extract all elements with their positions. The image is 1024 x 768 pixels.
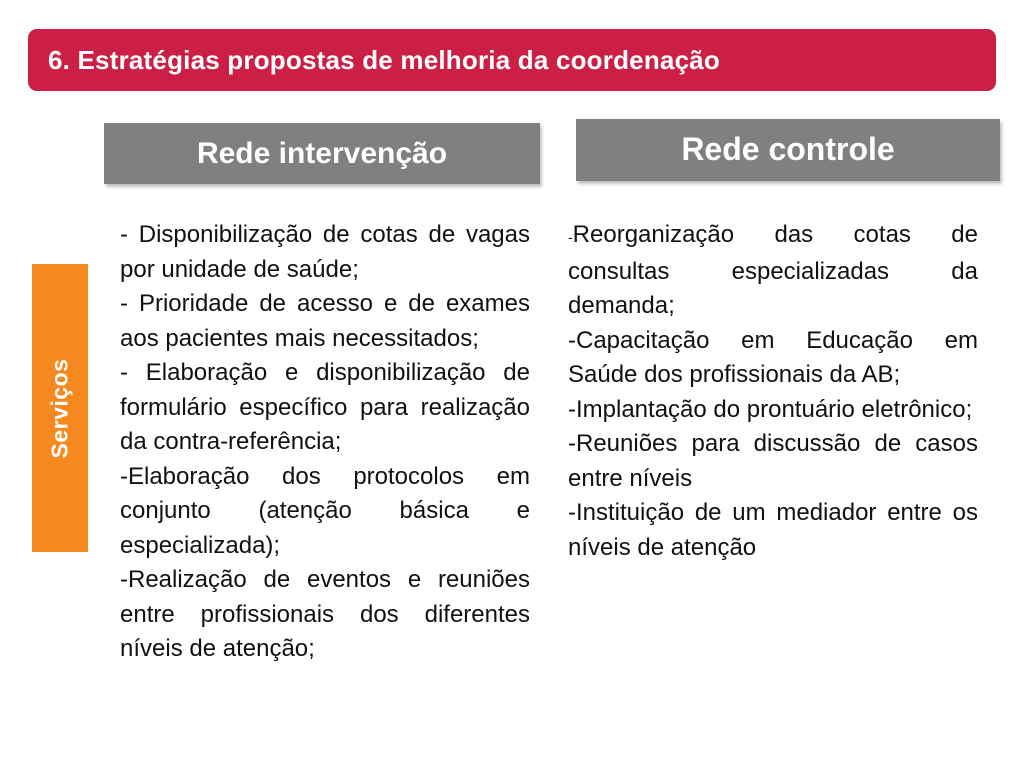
list-item: -Capacitação em Educação em Saúde dos profissionais da AB; — [568, 326, 978, 388]
slide-title-bar — [28, 29, 996, 91]
list-item: -Implantação do prontuário eletrônico; — [568, 395, 973, 423]
servicos-label-box — [32, 264, 88, 552]
rede-controle-list — [568, 218, 978, 565]
list-item-text: Reorganização das cotas de consultas especializadas da demanda; — [568, 221, 978, 319]
list-item: -Elaboração dos protocolos em conjunto (atenção básica e especializada); — [120, 462, 530, 559]
list-item-dash: - — [568, 229, 573, 245]
list-item — [568, 218, 978, 324]
list-item: -Reuniões para discussão de casos entre níveis — [568, 430, 978, 492]
rede-intervencao-header: Rede intervenção — [104, 123, 540, 184]
list-item: - Prioridade de acesso e de exames aos pacientes mais necessitados; — [120, 290, 530, 352]
rede-intervencao-list — [120, 218, 530, 667]
rede-controle-header: Rede controle — [576, 119, 1000, 181]
slide-title: 6. Estratégias propostas de melhoria da coordenação — [48, 44, 720, 75]
servicos-label: Serviços — [46, 358, 73, 458]
list-item: - Elaboração e disponibilização de formulário específico para realização da contra-referência; — [120, 359, 530, 455]
list-item: -Realização de eventos e reuniões entre profissionais dos diferentes níveis de atenção; — [120, 566, 530, 662]
list-item: - Disponibilização de cotas de vagas por unidade de saúde; — [120, 221, 530, 283]
list-item: -Instituição de um mediador entre os níveis de atenção — [568, 499, 978, 561]
